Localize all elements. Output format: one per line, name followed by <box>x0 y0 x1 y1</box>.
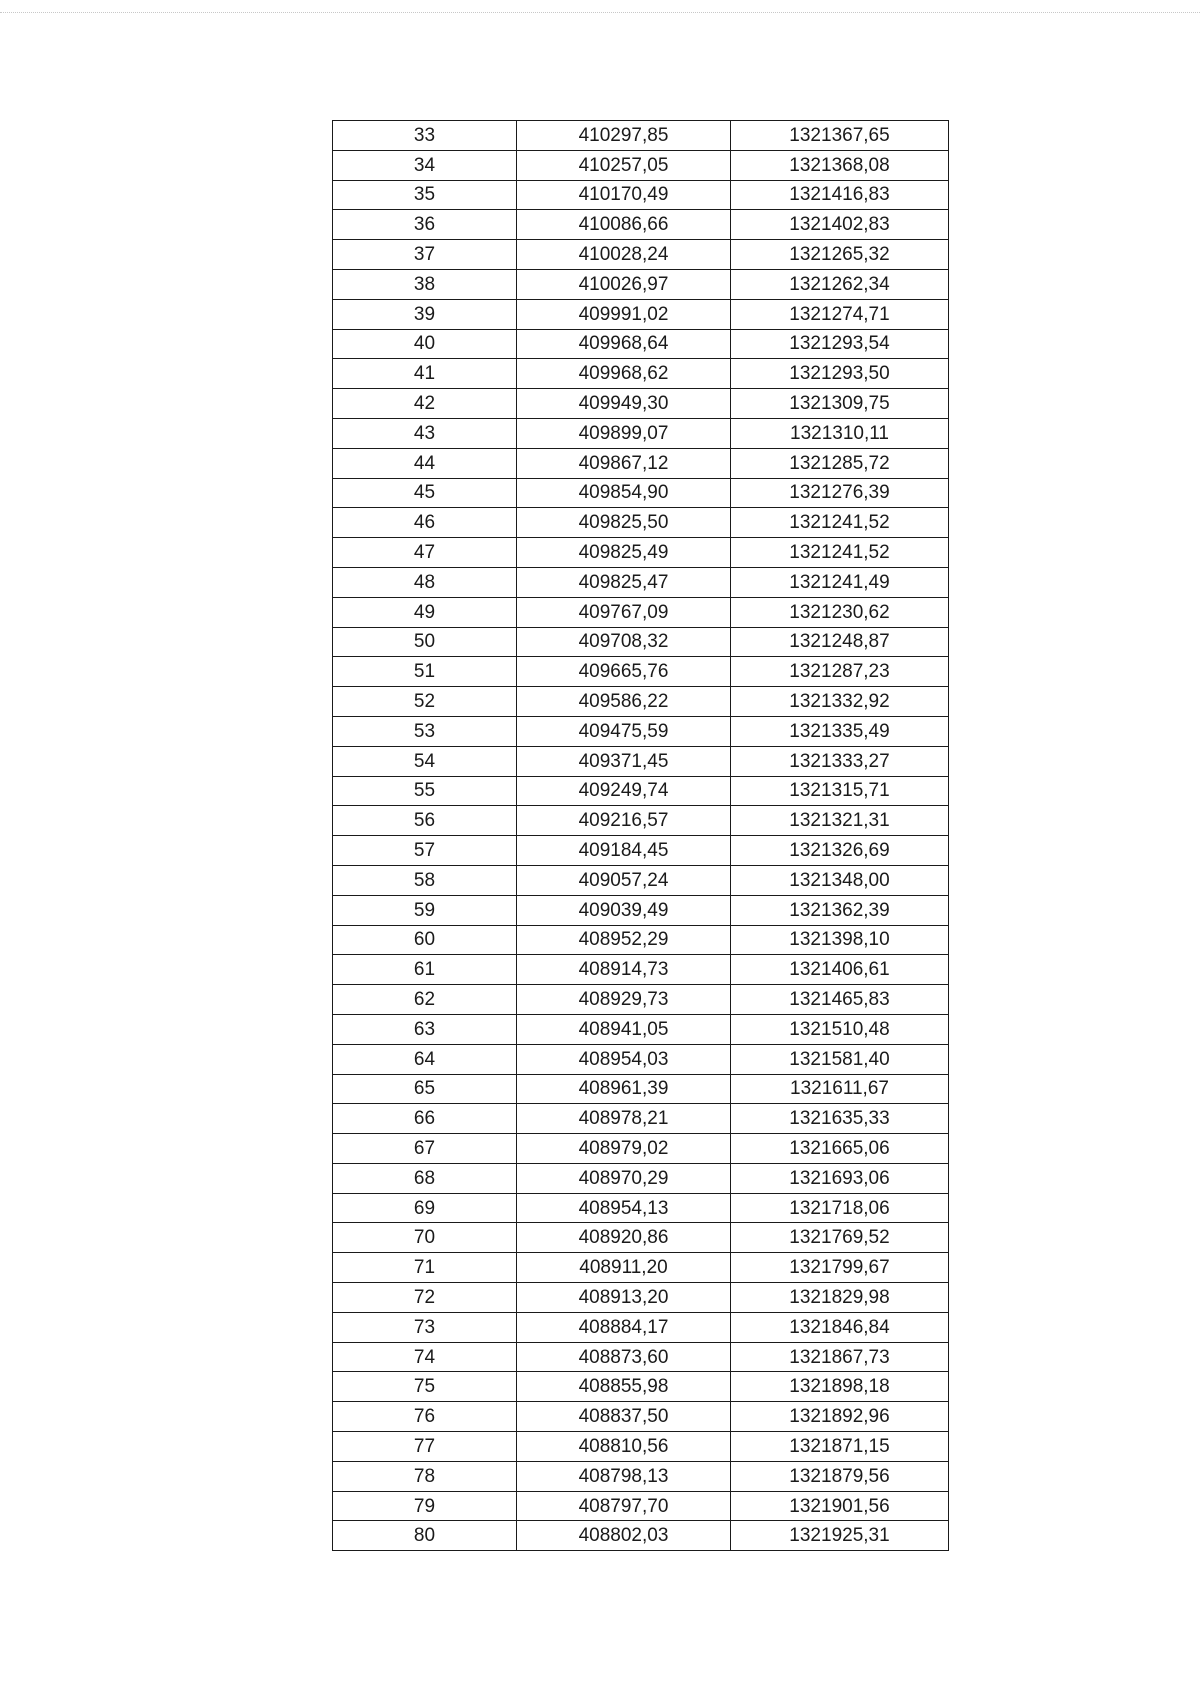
table-row <box>333 1283 949 1313</box>
y-coordinate-cell: 1321465,83 <box>731 985 949 1015</box>
x-coordinate-cell: 409665,76 <box>517 657 731 687</box>
x-coordinate-cell: 409767,09 <box>517 597 731 627</box>
table-row <box>333 657 949 687</box>
x-coordinate-cell: 408802,03 <box>517 1521 731 1551</box>
table-row <box>333 210 949 240</box>
table-row <box>333 538 949 568</box>
y-coordinate-cell: 1321635,33 <box>731 1104 949 1134</box>
y-coordinate-cell: 1321285,72 <box>731 448 949 478</box>
x-coordinate-cell: 408810,56 <box>517 1432 731 1462</box>
point-number-cell: 57 <box>333 836 517 866</box>
point-number-cell: 40 <box>333 329 517 359</box>
table-row <box>333 1402 949 1432</box>
x-coordinate-cell: 410297,85 <box>517 121 731 151</box>
point-number-cell: 39 <box>333 299 517 329</box>
x-coordinate-cell: 409991,02 <box>517 299 731 329</box>
y-coordinate-cell: 1321402,83 <box>731 210 949 240</box>
point-number-cell: 46 <box>333 508 517 538</box>
point-number-cell: 59 <box>333 895 517 925</box>
y-coordinate-cell: 1321829,98 <box>731 1283 949 1313</box>
y-coordinate-cell: 1321693,06 <box>731 1163 949 1193</box>
point-number-cell: 79 <box>333 1491 517 1521</box>
table-row <box>333 1134 949 1164</box>
x-coordinate-cell: 409039,49 <box>517 895 731 925</box>
y-coordinate-cell: 1321287,23 <box>731 657 949 687</box>
point-number-cell: 55 <box>333 776 517 806</box>
point-number-cell: 77 <box>333 1432 517 1462</box>
y-coordinate-cell: 1321230,62 <box>731 597 949 627</box>
y-coordinate-cell: 1321293,50 <box>731 359 949 389</box>
table-row <box>333 1491 949 1521</box>
point-number-cell: 43 <box>333 418 517 448</box>
x-coordinate-cell: 409216,57 <box>517 806 731 836</box>
table-row <box>333 418 949 448</box>
point-number-cell: 76 <box>333 1402 517 1432</box>
x-coordinate-cell: 408941,05 <box>517 1014 731 1044</box>
table-row <box>333 716 949 746</box>
x-coordinate-cell: 408873,60 <box>517 1342 731 1372</box>
point-number-cell: 35 <box>333 180 517 210</box>
table-row <box>333 836 949 866</box>
point-number-cell: 78 <box>333 1461 517 1491</box>
table-row <box>333 955 949 985</box>
y-coordinate-cell: 1321398,10 <box>731 925 949 955</box>
x-coordinate-cell: 408913,20 <box>517 1283 731 1313</box>
x-coordinate-cell: 408837,50 <box>517 1402 731 1432</box>
point-number-cell: 56 <box>333 806 517 836</box>
table-row <box>333 1342 949 1372</box>
point-number-cell: 80 <box>333 1521 517 1551</box>
table-row <box>333 180 949 210</box>
x-coordinate-cell: 410086,66 <box>517 210 731 240</box>
point-number-cell: 37 <box>333 240 517 270</box>
point-number-cell: 34 <box>333 150 517 180</box>
point-number-cell: 64 <box>333 1044 517 1074</box>
scan-edge-line <box>0 12 1200 13</box>
y-coordinate-cell: 1321265,32 <box>731 240 949 270</box>
y-coordinate-cell: 1321925,31 <box>731 1521 949 1551</box>
table-row <box>333 1312 949 1342</box>
table-row <box>333 1044 949 1074</box>
point-number-cell: 42 <box>333 389 517 419</box>
y-coordinate-cell: 1321510,48 <box>731 1014 949 1044</box>
table-row <box>333 1074 949 1104</box>
point-number-cell: 61 <box>333 955 517 985</box>
table-row <box>333 269 949 299</box>
point-number-cell: 63 <box>333 1014 517 1044</box>
y-coordinate-cell: 1321348,00 <box>731 865 949 895</box>
table-row <box>333 150 949 180</box>
point-number-cell: 60 <box>333 925 517 955</box>
y-coordinate-cell: 1321406,61 <box>731 955 949 985</box>
y-coordinate-cell: 1321315,71 <box>731 776 949 806</box>
y-coordinate-cell: 1321335,49 <box>731 716 949 746</box>
y-coordinate-cell: 1321241,52 <box>731 538 949 568</box>
y-coordinate-cell: 1321326,69 <box>731 836 949 866</box>
x-coordinate-cell: 410028,24 <box>517 240 731 270</box>
x-coordinate-cell: 409949,30 <box>517 389 731 419</box>
x-coordinate-cell: 409899,07 <box>517 418 731 448</box>
y-coordinate-cell: 1321892,96 <box>731 1402 949 1432</box>
y-coordinate-cell: 1321310,11 <box>731 418 949 448</box>
y-coordinate-cell: 1321274,71 <box>731 299 949 329</box>
table-row <box>333 627 949 657</box>
y-coordinate-cell: 1321581,40 <box>731 1044 949 1074</box>
x-coordinate-cell: 408920,86 <box>517 1223 731 1253</box>
x-coordinate-cell: 408797,70 <box>517 1491 731 1521</box>
point-number-cell: 54 <box>333 746 517 776</box>
coordinates-table <box>332 120 949 1551</box>
y-coordinate-cell: 1321368,08 <box>731 150 949 180</box>
y-coordinate-cell: 1321332,92 <box>731 687 949 717</box>
x-coordinate-cell: 409825,47 <box>517 567 731 597</box>
table-row <box>333 1521 949 1551</box>
y-coordinate-cell: 1321665,06 <box>731 1134 949 1164</box>
x-coordinate-cell: 410170,49 <box>517 180 731 210</box>
y-coordinate-cell: 1321241,52 <box>731 508 949 538</box>
table-row <box>333 121 949 151</box>
y-coordinate-cell: 1321309,75 <box>731 389 949 419</box>
y-coordinate-cell: 1321333,27 <box>731 746 949 776</box>
table-row <box>333 776 949 806</box>
y-coordinate-cell: 1321871,15 <box>731 1432 949 1462</box>
y-coordinate-cell: 1321901,56 <box>731 1491 949 1521</box>
point-number-cell: 38 <box>333 269 517 299</box>
x-coordinate-cell: 409968,62 <box>517 359 731 389</box>
x-coordinate-cell: 409057,24 <box>517 865 731 895</box>
point-number-cell: 66 <box>333 1104 517 1134</box>
table-row <box>333 746 949 776</box>
x-coordinate-cell: 408954,13 <box>517 1193 731 1223</box>
table-row <box>333 1372 949 1402</box>
x-coordinate-cell: 409825,49 <box>517 538 731 568</box>
point-number-cell: 67 <box>333 1134 517 1164</box>
x-coordinate-cell: 408961,39 <box>517 1074 731 1104</box>
point-number-cell: 52 <box>333 687 517 717</box>
point-number-cell: 70 <box>333 1223 517 1253</box>
table-row <box>333 1193 949 1223</box>
x-coordinate-cell: 409475,59 <box>517 716 731 746</box>
point-number-cell: 68 <box>333 1163 517 1193</box>
point-number-cell: 53 <box>333 716 517 746</box>
table-row <box>333 508 949 538</box>
y-coordinate-cell: 1321416,83 <box>731 180 949 210</box>
point-number-cell: 36 <box>333 210 517 240</box>
y-coordinate-cell: 1321898,18 <box>731 1372 949 1402</box>
point-number-cell: 51 <box>333 657 517 687</box>
x-coordinate-cell: 408978,21 <box>517 1104 731 1134</box>
y-coordinate-cell: 1321293,54 <box>731 329 949 359</box>
x-coordinate-cell: 409249,74 <box>517 776 731 806</box>
y-coordinate-cell: 1321362,39 <box>731 895 949 925</box>
point-number-cell: 62 <box>333 985 517 1015</box>
point-number-cell: 33 <box>333 121 517 151</box>
point-number-cell: 45 <box>333 478 517 508</box>
table-row <box>333 389 949 419</box>
point-number-cell: 71 <box>333 1253 517 1283</box>
table-row <box>333 567 949 597</box>
x-coordinate-cell: 409854,90 <box>517 478 731 508</box>
x-coordinate-cell: 408954,03 <box>517 1044 731 1074</box>
point-number-cell: 69 <box>333 1193 517 1223</box>
point-number-cell: 75 <box>333 1372 517 1402</box>
y-coordinate-cell: 1321276,39 <box>731 478 949 508</box>
table-row <box>333 359 949 389</box>
x-coordinate-cell: 408929,73 <box>517 985 731 1015</box>
x-coordinate-cell: 408855,98 <box>517 1372 731 1402</box>
y-coordinate-cell: 1321262,34 <box>731 269 949 299</box>
table-row <box>333 240 949 270</box>
y-coordinate-cell: 1321321,31 <box>731 806 949 836</box>
y-coordinate-cell: 1321867,73 <box>731 1342 949 1372</box>
y-coordinate-cell: 1321611,67 <box>731 1074 949 1104</box>
x-coordinate-cell: 408911,20 <box>517 1253 731 1283</box>
table-row <box>333 1223 949 1253</box>
table-row <box>333 1104 949 1134</box>
point-number-cell: 73 <box>333 1312 517 1342</box>
table-row <box>333 1253 949 1283</box>
table-row <box>333 895 949 925</box>
y-coordinate-cell: 1321769,52 <box>731 1223 949 1253</box>
table-row <box>333 985 949 1015</box>
x-coordinate-cell: 408970,29 <box>517 1163 731 1193</box>
y-coordinate-cell: 1321846,84 <box>731 1312 949 1342</box>
point-number-cell: 58 <box>333 865 517 895</box>
x-coordinate-cell: 409867,12 <box>517 448 731 478</box>
point-number-cell: 50 <box>333 627 517 657</box>
x-coordinate-cell: 410257,05 <box>517 150 731 180</box>
x-coordinate-cell: 408952,29 <box>517 925 731 955</box>
y-coordinate-cell: 1321248,87 <box>731 627 949 657</box>
point-number-cell: 48 <box>333 567 517 597</box>
point-number-cell: 74 <box>333 1342 517 1372</box>
table-row <box>333 1432 949 1462</box>
table-row <box>333 1014 949 1044</box>
table-row <box>333 448 949 478</box>
table-row <box>333 478 949 508</box>
x-coordinate-cell: 409184,45 <box>517 836 731 866</box>
x-coordinate-cell: 410026,97 <box>517 269 731 299</box>
point-number-cell: 41 <box>333 359 517 389</box>
y-coordinate-cell: 1321799,67 <box>731 1253 949 1283</box>
point-number-cell: 44 <box>333 448 517 478</box>
table-row <box>333 687 949 717</box>
x-coordinate-cell: 408798,13 <box>517 1461 731 1491</box>
y-coordinate-cell: 1321367,65 <box>731 121 949 151</box>
table-row <box>333 597 949 627</box>
x-coordinate-cell: 409586,22 <box>517 687 731 717</box>
x-coordinate-cell: 409371,45 <box>517 746 731 776</box>
table-row <box>333 329 949 359</box>
point-number-cell: 65 <box>333 1074 517 1104</box>
table-row <box>333 806 949 836</box>
x-coordinate-cell: 408914,73 <box>517 955 731 985</box>
y-coordinate-cell: 1321241,49 <box>731 567 949 597</box>
table-row <box>333 865 949 895</box>
table-row <box>333 925 949 955</box>
point-number-cell: 49 <box>333 597 517 627</box>
table-row <box>333 1461 949 1491</box>
x-coordinate-cell: 409708,32 <box>517 627 731 657</box>
point-number-cell: 72 <box>333 1283 517 1313</box>
coordinates-table-body <box>333 121 949 1551</box>
x-coordinate-cell: 408979,02 <box>517 1134 731 1164</box>
x-coordinate-cell: 409968,64 <box>517 329 731 359</box>
table-row <box>333 299 949 329</box>
table-row <box>333 1163 949 1193</box>
x-coordinate-cell: 408884,17 <box>517 1312 731 1342</box>
point-number-cell: 47 <box>333 538 517 568</box>
y-coordinate-cell: 1321879,56 <box>731 1461 949 1491</box>
x-coordinate-cell: 409825,50 <box>517 508 731 538</box>
y-coordinate-cell: 1321718,06 <box>731 1193 949 1223</box>
